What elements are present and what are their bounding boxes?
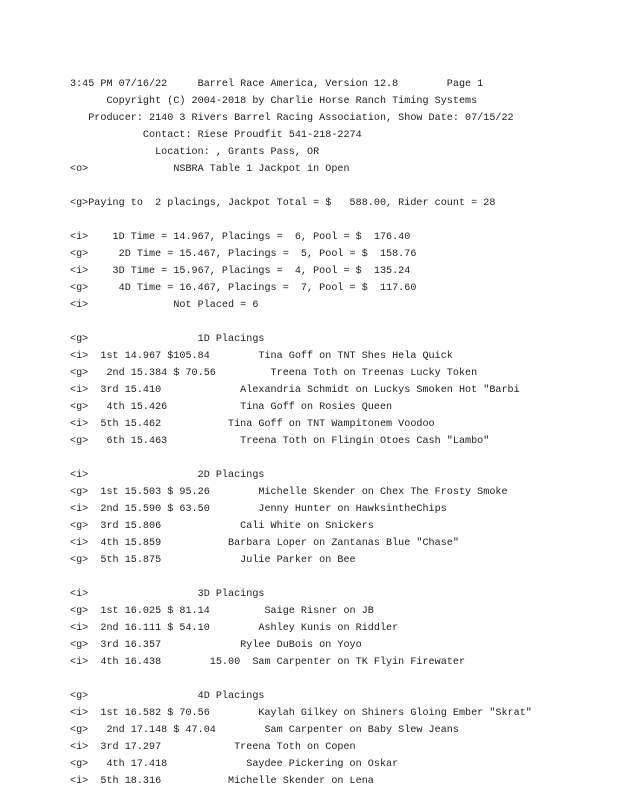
report-line: <g> 4D Placings (70, 691, 265, 702)
report-line: Producer: 2140 3 Rivers Barrel Racing Association, Show Date: 07/15/22 (70, 113, 514, 124)
report-line: <g> 3rd 15.806 Cali White on Snickers (70, 521, 374, 532)
report-line: <g> 2nd 17.148 $ 47.04 Sam Carpenter on Baby Slew Jeans (70, 725, 459, 736)
report-line: <i> 1D Time = 14.967, Placings = 6, Pool = $ 176.40 (70, 232, 411, 243)
report-line: <g> 6th 15.463 Treena Toth on Flingin Otoes Cash "Lambo" (70, 436, 490, 447)
report-line: <i> 3D Placings (70, 589, 265, 600)
report-blank-line (70, 450, 570, 467)
report-blank-line (70, 314, 570, 331)
report-line: <i> 1st 16.582 $ 70.56 Kaylah Gilkey on Shiners Gloing Ember "Skrat" (70, 708, 532, 719)
report-line: <i> 2nd 15.590 $ 63.50 Jenny Hunter on HawksintheChips (70, 504, 447, 515)
report-line: <i> 4th 15.859 Barbara Loper on Zantanas Blue "Chase" (70, 538, 459, 549)
report-line: <g> 1st 15.503 $ 95.26 Michelle Skender on Chex The Frosty Smoke (70, 487, 508, 498)
report-blank-line (70, 178, 570, 195)
report-blank-line (70, 569, 570, 586)
report-blank-line (70, 671, 570, 688)
report-line: <i> 5th 18.316 Michelle Skender on Lena (70, 776, 374, 787)
report-line: <i> 1st 14.967 $105.84 Tina Goff on TNT Shes Hela Quick (70, 351, 453, 362)
report-blank-line (70, 212, 570, 229)
report-line: <g> 4D Time = 16.467, Placings = 7, Pool = $ 117.60 (70, 283, 417, 294)
report-line: <g> 1D Placings (70, 334, 265, 345)
report-line: Location: , Grants Pass, OR (70, 147, 320, 158)
report-line: <g> 5th 15.875 Julie Parker on Bee (70, 555, 356, 566)
report-line: <i> 2D Placings (70, 470, 265, 481)
report-line: <g>Paying to 2 placings, Jackpot Total = $ 588.00, Rider count = 28 (70, 198, 496, 209)
report-line: <g> 4th 17.418 Saydee Pickering on Oskar (70, 759, 399, 770)
report-body (70, 76, 570, 790)
report-line: Copyright (C) 2004-2018 by Charlie Horse Ranch Timing Systems (70, 96, 478, 107)
report-line: 3:45 PM 07/16/22 Barrel Race America, Version 12.8 Page 1 (70, 79, 484, 90)
report-line: <g> 2nd 15.384 $ 70.56 Treena Toth on Treenas Lucky Token (70, 368, 478, 379)
report-line: <i> Not Placed = 6 (70, 300, 259, 311)
report-line: <o> NSBRA Table 1 Jackpot in Open (70, 164, 350, 175)
report-line: <g> 1st 16.025 $ 81.14 Saige Risner on JB (70, 606, 374, 617)
report-line: <i> 4th 16.438 15.00 Sam Carpenter on TK Flyin Firewater (70, 657, 466, 668)
report-line: <i> 3rd 15.410 Alexandria Schmidt on Luckys Smoken Hot "Barbi (70, 385, 520, 396)
report-line: <g> 3rd 16.357 Rylee DuBois on Yoyo (70, 640, 362, 651)
report-line: <i> 5th 15.462 Tina Goff on TNT Wampitonem Voodoo (70, 419, 435, 430)
report-line: Contact: Riese Proudfit 541-218-2274 (70, 130, 362, 141)
report-line: <i> 2nd 16.111 $ 54.10 Ashley Kunis on Riddler (70, 623, 399, 634)
report-line: <g> 4th 15.426 Tina Goff on Rosies Queen (70, 402, 393, 413)
report-line: <i> 3D Time = 15.967, Placings = 4, Pool = $ 135.24 (70, 266, 411, 277)
report-line: <i> 3rd 17.297 Treena Toth on Copen (70, 742, 356, 753)
report-line: <g> 2D Time = 15.467, Placings = 5, Pool = $ 158.76 (70, 249, 417, 260)
